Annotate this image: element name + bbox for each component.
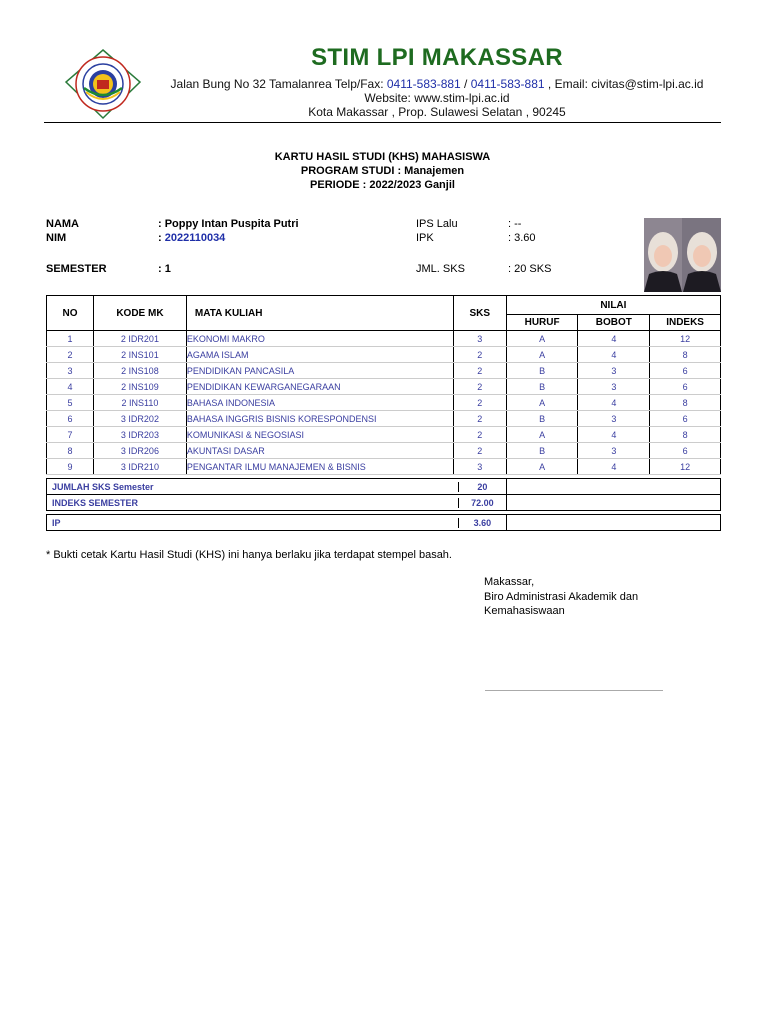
- col-kode: KODE MK: [93, 296, 186, 331]
- ip-label-wrap: [47, 515, 507, 531]
- cell-indeks: 12: [650, 459, 721, 475]
- email-text: , Email: civitas@stim-lpi.ac.id: [544, 77, 704, 91]
- col-bobot: BOBOT: [578, 315, 650, 331]
- cell-mata-kuliah: EKONOMI MAKRO: [186, 331, 453, 347]
- nama-value: : Poppy Intan Puspita Putri: [158, 218, 299, 230]
- col-indeks: INDEKS: [650, 315, 721, 331]
- institution-name: STIM LPI MAKASSAR: [311, 44, 563, 71]
- address-text: Jalan Bung No 32 Tamalanrea Telp/Fax:: [170, 77, 387, 91]
- cell-kode: 2 INS110: [93, 395, 186, 411]
- sks-value: : 20 SKS: [508, 263, 552, 275]
- ipk-label: IPK: [416, 232, 434, 244]
- indeks-label-wrap: [47, 495, 507, 511]
- cell-no: 9: [47, 459, 94, 475]
- cell-sks: 2: [453, 395, 506, 411]
- table-row: [47, 347, 721, 363]
- khs-table: [46, 295, 721, 531]
- cell-huruf: A: [506, 395, 578, 411]
- jumlah-sks-empty: [506, 479, 720, 495]
- sks-label: JML. SKS: [416, 263, 465, 275]
- cell-huruf: A: [506, 347, 578, 363]
- cell-sks: 2: [453, 427, 506, 443]
- phone-1[interactable]: 0411-583-881: [386, 77, 461, 91]
- cell-mata-kuliah: PENDIDIKAN KEWARGANEGARAAN: [186, 379, 453, 395]
- ip-value: 3.60: [473, 517, 492, 528]
- cell-huruf: B: [506, 363, 578, 379]
- cell-sks: 2: [453, 363, 506, 379]
- cell-indeks: 6: [650, 379, 721, 395]
- ip-row: [47, 515, 721, 531]
- cell-mata-kuliah: PENGANTAR ILMU MANAJEMEN & BISNIS: [186, 459, 453, 475]
- col-mata-kuliah: MATA KULIAH: [186, 296, 453, 331]
- indeks-semester-value: 72.00: [471, 497, 494, 508]
- jumlah-sks-label: JUMLAH SKS Semester: [47, 482, 459, 492]
- col-sks: SKS: [453, 296, 506, 331]
- cell-mata-kuliah: AGAMA ISLAM: [186, 347, 453, 363]
- cell-bobot: 4: [578, 459, 650, 475]
- col-nilai: NILAI: [506, 296, 720, 315]
- cell-no: 4: [47, 379, 94, 395]
- cell-mata-kuliah: KOMUNIKASI & NEGOSIASI: [186, 427, 453, 443]
- indeks-semester-label: INDEKS SEMESTER: [47, 498, 459, 508]
- cell-kode: 2 INS109: [93, 379, 186, 395]
- ip-label: IP: [47, 518, 459, 528]
- table-row: [47, 379, 721, 395]
- program-studi: PROGRAM STUDI : Manajemen: [300, 165, 465, 177]
- col-no: NO: [47, 296, 94, 331]
- cell-bobot: 3: [578, 379, 650, 395]
- cell-indeks: 8: [650, 395, 721, 411]
- cell-bobot: 3: [578, 411, 650, 427]
- cell-kode: 3 IDR202: [93, 411, 186, 427]
- cell-huruf: A: [506, 331, 578, 347]
- signature-line: [485, 690, 663, 691]
- ip-empty: [506, 515, 720, 531]
- cell-kode: 3 IDR206: [93, 443, 186, 459]
- address-line: [120, 77, 754, 91]
- cell-no: 1: [47, 331, 94, 347]
- phone-2[interactable]: 0411-583-881: [470, 77, 545, 91]
- cell-bobot: 4: [578, 395, 650, 411]
- table-row: [47, 331, 721, 347]
- nama-label: NAMA: [46, 218, 79, 230]
- nim-colon: :: [158, 232, 165, 244]
- cell-bobot: 4: [578, 331, 650, 347]
- periode: PERIODE : 2022/2023 Ganjil: [310, 179, 455, 191]
- nim-label: NIM: [46, 232, 67, 244]
- city-line: Kota Makassar , Prop. Sulawesi Selatan , 90245: [308, 105, 566, 119]
- cell-bobot: 3: [578, 363, 650, 379]
- nim-value: 2022110034: [164, 232, 226, 244]
- semester-value: : 1: [158, 263, 171, 275]
- cell-kode: 3 IDR210: [93, 459, 186, 475]
- cell-kode: 3 IDR203: [93, 427, 186, 443]
- cell-indeks: 6: [650, 363, 721, 379]
- cell-no: 7: [47, 427, 94, 443]
- cell-huruf: B: [506, 443, 578, 459]
- cell-no: 2: [47, 347, 94, 363]
- cell-sks: 2: [453, 347, 506, 363]
- cell-bobot: 4: [578, 347, 650, 363]
- table-row: [47, 395, 721, 411]
- cell-kode: 2 IDR201: [93, 331, 186, 347]
- signature-office-2: Kemahasiswaan: [484, 605, 565, 617]
- table-row: [47, 443, 721, 459]
- cell-kode: 2 INS108: [93, 363, 186, 379]
- jumlah-sks-value: 20: [477, 481, 488, 492]
- cell-bobot: 4: [578, 427, 650, 443]
- cell-indeks: 6: [650, 443, 721, 459]
- cell-sks: 3: [453, 331, 506, 347]
- nim-value-wrap: [158, 232, 225, 244]
- cell-indeks: 8: [650, 347, 721, 363]
- cell-mata-kuliah: BAHASA INGGRIS BISNIS KORESPONDENSI: [186, 411, 453, 427]
- signature-city: Makassar,: [484, 576, 535, 588]
- ips-label: IPS Lalu: [416, 218, 458, 230]
- jumlah-label-wrap: [47, 479, 507, 495]
- cell-kode: 2 INS101: [93, 347, 186, 363]
- website-line: Website: www.stim-lpi.ac.id: [364, 91, 510, 105]
- ips-value: : --: [508, 218, 522, 230]
- col-huruf: HURUF: [506, 315, 578, 331]
- cell-no: 5: [47, 395, 94, 411]
- cell-indeks: 6: [650, 411, 721, 427]
- cell-huruf: A: [506, 427, 578, 443]
- table-row: [47, 363, 721, 379]
- cell-no: 8: [47, 443, 94, 459]
- ipk-value: : 3.60: [508, 232, 536, 244]
- cell-huruf: B: [506, 379, 578, 395]
- cell-sks: 2: [453, 379, 506, 395]
- validity-note: * Bukti cetak Kartu Hasil Studi (KHS) ini hanya berlaku jika terdapat stempel basah.: [46, 549, 452, 561]
- cell-mata-kuliah: BAHASA INDONESIA: [186, 395, 453, 411]
- cell-indeks: 8: [650, 427, 721, 443]
- header-divider: [44, 122, 721, 123]
- cell-no: 6: [47, 411, 94, 427]
- table-row: [47, 459, 721, 475]
- cell-indeks: 12: [650, 331, 721, 347]
- table-row: [47, 427, 721, 443]
- cell-mata-kuliah: AKUNTASI DASAR: [186, 443, 453, 459]
- cell-sks: 2: [453, 411, 506, 427]
- semester-label: SEMESTER: [46, 263, 107, 275]
- student-photo: [644, 218, 721, 292]
- cell-sks: 2: [453, 443, 506, 459]
- indeks-semester-row: [47, 495, 721, 511]
- signature-office: Biro Administrasi Akademik dan: [484, 591, 639, 603]
- cell-bobot: 3: [578, 443, 650, 459]
- table-row: [47, 411, 721, 427]
- cell-sks: 3: [453, 459, 506, 475]
- cell-huruf: A: [506, 459, 578, 475]
- document-title: KARTU HASIL STUDI (KHS) MAHASISWA: [274, 151, 491, 163]
- cell-mata-kuliah: PENDIDIKAN PANCASILA: [186, 363, 453, 379]
- indeks-semester-empty: [506, 495, 720, 511]
- cell-no: 3: [47, 363, 94, 379]
- cell-huruf: B: [506, 411, 578, 427]
- phone-separator: /: [460, 77, 471, 91]
- jumlah-sks-row: [47, 479, 721, 495]
